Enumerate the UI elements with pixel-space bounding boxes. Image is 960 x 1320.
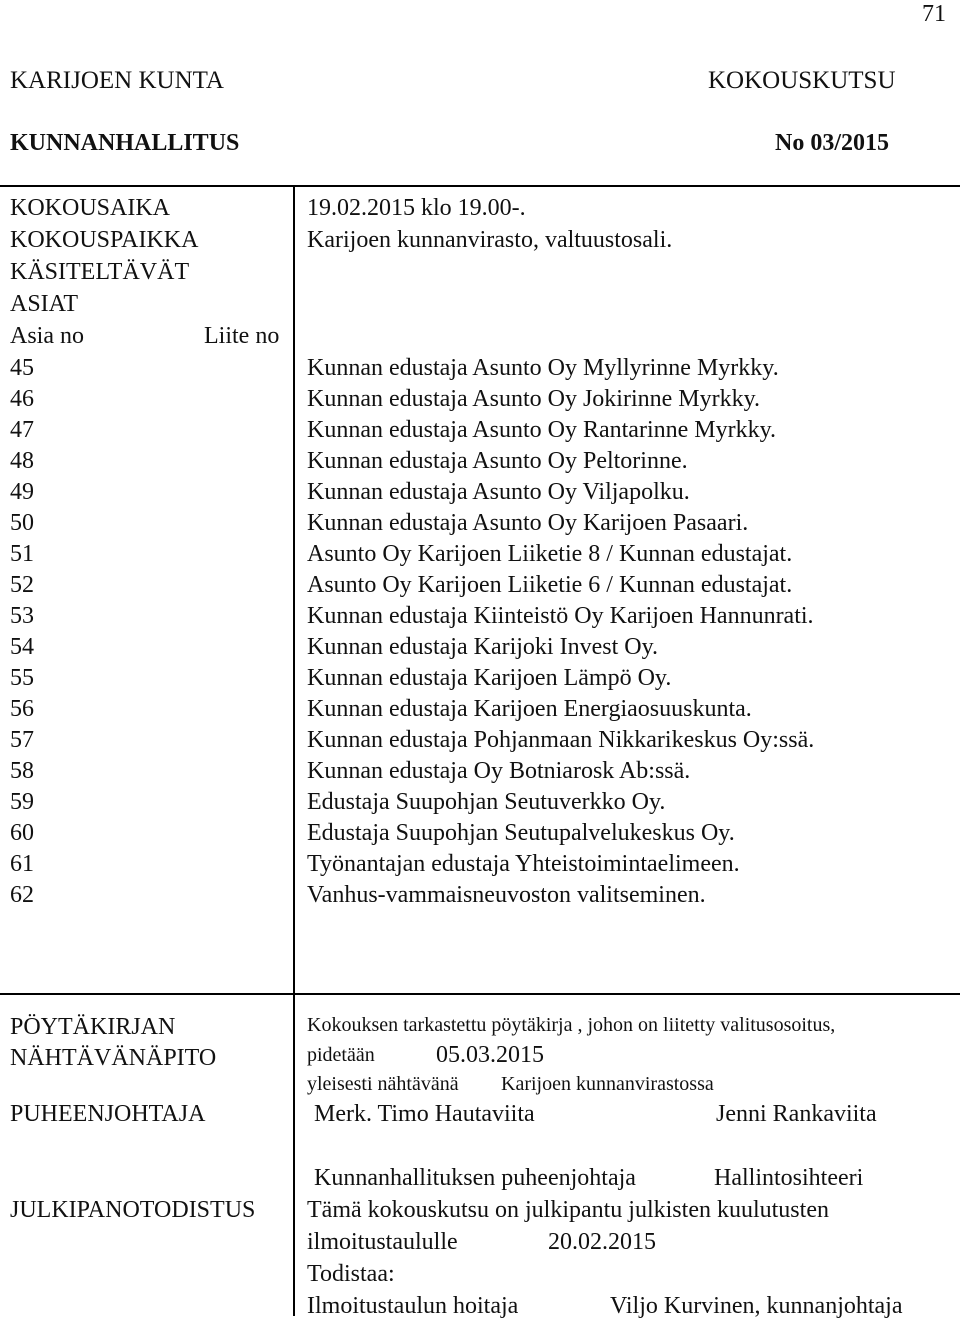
- agenda-item-number: 59: [10, 789, 34, 815]
- agenda-item-title: Vanhus-vammaisneuvoston valitseminen.: [307, 882, 706, 908]
- chair-title: Kunnanhallituksen puheenjohtaja: [314, 1165, 636, 1191]
- minutes-text-line-2-prefix: pidetään: [307, 1044, 375, 1066]
- agenda-item-title: Kunnan edustaja Karijoki Invest Oy.: [307, 634, 659, 660]
- agenda-item-title: Asunto Oy Karijoen Liiketie 8 / Kunnan edustajat.: [307, 541, 793, 567]
- agenda-item-number: 56: [10, 696, 34, 722]
- agenda-item-title: Kunnan edustaja Asunto Oy Myllyrinne Myrkky.: [307, 355, 779, 381]
- secretary-title: Hallintosihteeri: [714, 1165, 864, 1191]
- agenda-item-number: 46: [10, 386, 34, 412]
- agenda-item-number: 50: [10, 510, 34, 536]
- agenda-item-title: Kunnan edustaja Asunto Oy Jokirinne Myrkky.: [307, 386, 761, 412]
- agenda-item-number: 55: [10, 665, 34, 691]
- table-top-border: [0, 185, 960, 187]
- agenda-item-number: 62: [10, 882, 34, 908]
- agenda-item-title: Kunnan edustaja Karijoen Energiaosuuskunta.: [307, 696, 752, 722]
- minutes-label-line-1: PÖYTÄKIRJAN: [10, 1014, 176, 1040]
- agenda-item-number: 54: [10, 634, 34, 660]
- posting-text-line-3: Todistaa:: [307, 1261, 395, 1287]
- agenda-item-title: Kunnan edustaja Asunto Oy Peltorinne.: [307, 448, 688, 474]
- agenda-item-title: Kunnan edustaja Asunto Oy Viljapolku.: [307, 479, 690, 505]
- posting-label: JULKIPANOTODISTUS: [10, 1197, 256, 1223]
- minutes-label-line-2: NÄHTÄVÄNÄPITO: [10, 1045, 217, 1071]
- agenda-item-title: Kunnan edustaja Oy Botniarosk Ab:ssä.: [307, 758, 691, 784]
- agenda-item-number: 53: [10, 603, 34, 629]
- posting-text-line-2-prefix: ilmoitustaululle: [307, 1229, 458, 1255]
- agenda-item-number: 45: [10, 355, 34, 381]
- agenda-item-number: 57: [10, 727, 34, 753]
- meeting-time-value: 19.02.2015 klo 19.00-.: [307, 195, 526, 221]
- matters-label-line-1: KÄSITELTÄVÄT: [10, 259, 190, 285]
- agenda-item-title: Kunnan edustaja Kiinteistö Oy Karijoen Hannunrati.: [307, 603, 814, 629]
- body-name: KUNNANHALLITUS: [10, 130, 240, 156]
- minutes-display-place: Karijoen kunnanvirastossa: [501, 1073, 714, 1095]
- meeting-place-label: KOKOUSPAIKKA: [10, 227, 199, 253]
- chair-label: PUHEENJOHTAJA: [10, 1101, 206, 1127]
- organization-name: KARIJOEN KUNTA: [10, 67, 224, 94]
- posting-keeper-label: Ilmoitustaulun hoitaja: [307, 1293, 519, 1319]
- agenda-item-number: 61: [10, 851, 34, 877]
- minutes-text-line-1: Kokouksen tarkastettu pöytäkirja , johon on liitetty valitusosoitus,: [307, 1014, 836, 1036]
- secretary-name: Jenni Rankaviita: [716, 1101, 877, 1127]
- document-type: KOKOUSKUTSU: [708, 67, 896, 94]
- column-header-item-no: Asia no: [10, 323, 84, 349]
- matters-label-line-2: ASIAT: [10, 291, 79, 317]
- agenda-item-title: Työnantajan edustaja Yhteistoimintaelimeen.: [307, 851, 740, 877]
- column-header-attachment-no: Liite no: [204, 323, 280, 349]
- agenda-item-number: 58: [10, 758, 34, 784]
- posting-date: 20.02.2015: [548, 1229, 656, 1255]
- meeting-place-value: Karijoen kunnanvirasto, valtuustosali.: [307, 227, 673, 253]
- agenda-item-number: 60: [10, 820, 34, 846]
- chair-signed-name: Merk. Timo Hautaviita: [314, 1101, 535, 1127]
- posting-text-line-1: Tämä kokouskutsu on julkipantu julkisten kuulutusten: [307, 1197, 829, 1223]
- agenda-item-title: Asunto Oy Karijoen Liiketie 6 / Kunnan edustajat.: [307, 572, 793, 598]
- agenda-item-number: 51: [10, 541, 34, 567]
- document-number: No 03/2015: [775, 130, 889, 156]
- agenda-item-number: 47: [10, 417, 34, 443]
- meeting-time-label: KOKOUSAIKA: [10, 195, 170, 221]
- agenda-item-number: 52: [10, 572, 34, 598]
- agenda-item-title: Kunnan edustaja Asunto Oy Karijoen Pasaari.: [307, 510, 749, 536]
- minutes-display-date: 05.03.2015: [436, 1042, 544, 1068]
- agenda-item-title: Edustaja Suupohjan Seutupalvelukeskus Oy.: [307, 820, 735, 846]
- agenda-item-number: 48: [10, 448, 34, 474]
- posting-keeper-name: Viljo Kurvinen, kunnanjohtaja: [610, 1293, 903, 1319]
- agenda-item-title: Kunnan edustaja Pohjanmaan Nikkarikeskus Oy:ssä.: [307, 727, 815, 753]
- minutes-text-line-3-prefix: yleisesti nähtävänä: [307, 1073, 459, 1095]
- page-number: 71: [922, 1, 946, 27]
- agenda-item-title: Kunnan edustaja Asunto Oy Rantarinne Myrkky.: [307, 417, 777, 443]
- table-column-divider: [293, 185, 295, 1316]
- section-divider: [0, 993, 960, 995]
- agenda-item-title: Edustaja Suupohjan Seutuverkko Oy.: [307, 789, 666, 815]
- agenda-item-title: Kunnan edustaja Karijoen Lämpö Oy.: [307, 665, 672, 691]
- agenda-item-number: 49: [10, 479, 34, 505]
